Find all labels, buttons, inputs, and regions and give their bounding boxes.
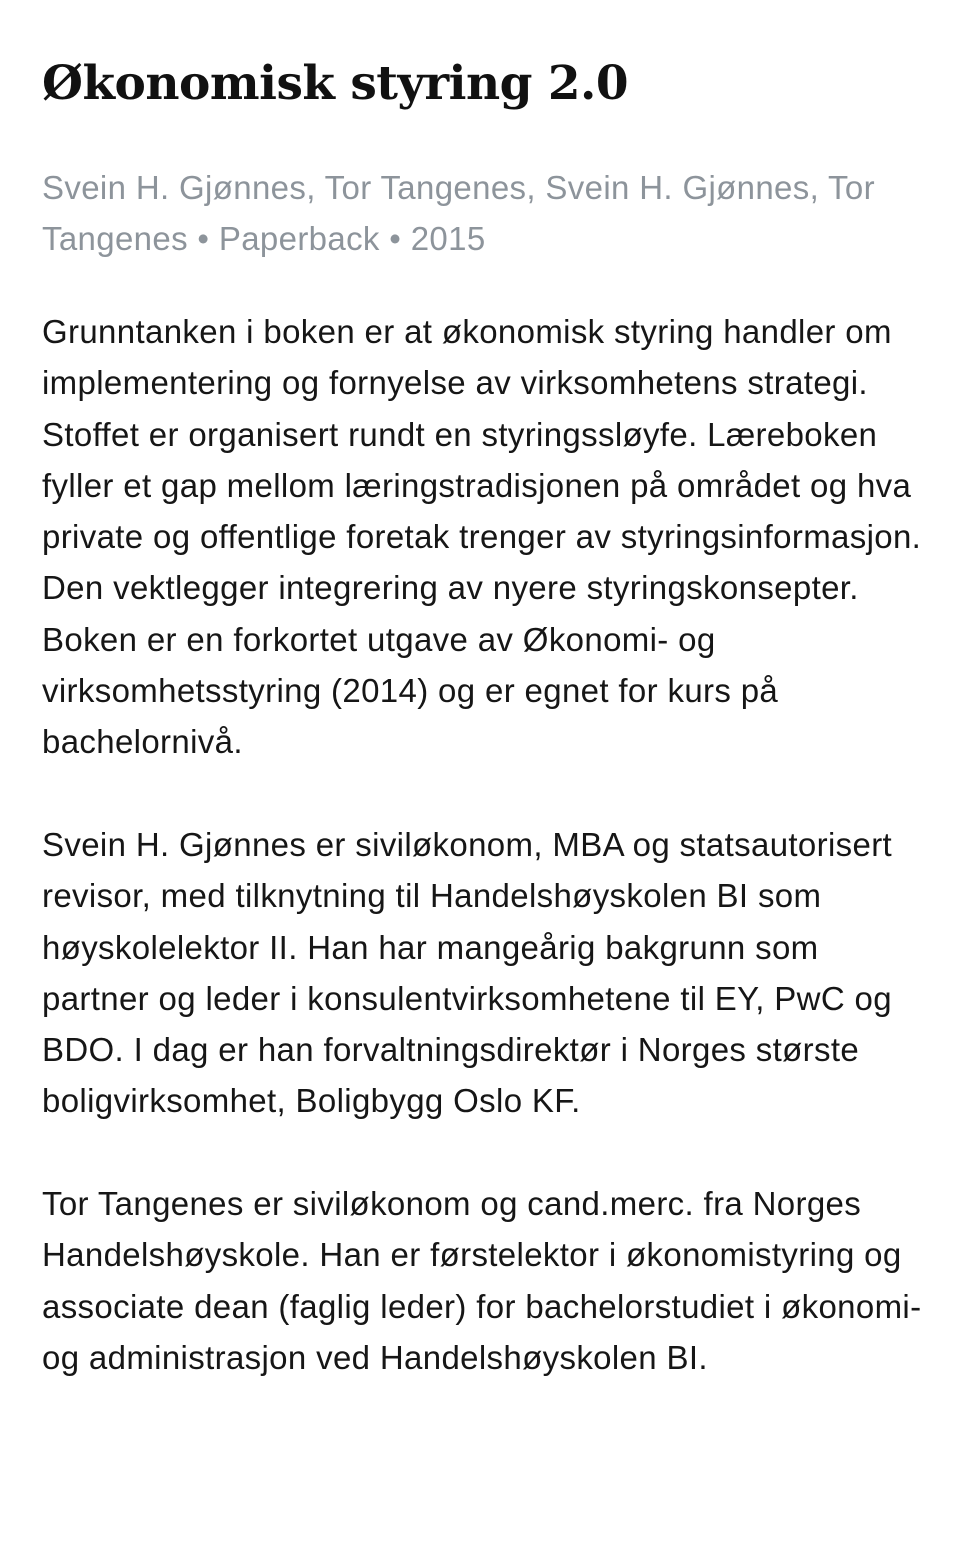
book-description [42,306,922,1435]
author-bio-gjonnes: Svein H. Gjønnes er siviløkonom, MBA og statsautorisert revisor, med tilknytning til Handelshøyskolen BI som høyskolelektor II. Han har mangeårig bakgrunn som partner og leder i konsulentvirksomhetene til EY, PwC og BDO. I dag er han forvaltningsdirektør i Norges største boligvirksomhet, Boligbygg Oslo KF. [42,825,893,1120]
description-paragraph: Grunntanken i boken er at økonomisk styring handler om implementering og fornyelse av virksomhetens strategi. Stoffet er organisert rundt en styringssløyfe. Læreboken fyller et gap mellom læringstradisjonen på området og hva private og offentlige foretak trenger av styringsinformasjon. Den vektlegger integrering av nyere styringskonsepter. Boken er en forkortet utgave av Økonomi- og virksomhetsstyring (2014) og er egnet for kurs på bachelornivå. [42,313,922,761]
author-bio-tangenes: Tor Tangenes er siviløkonom og cand.merc. fra Norges Handelshøyskole. Han er førstelektor i økonomistyring og associate dean (faglig leder) for bachelorstudiet i økonomi- og administrasjon ved Handelshøyskolen BI. [42,1185,922,1376]
book-title: Økonomisk styring 2.0 [42,56,629,111]
book-meta: Svein H. Gjønnes, Tor Tangenes, Svein H. Gjønnes, Tor Tangenes • Paperback • 2015 [42,169,875,257]
